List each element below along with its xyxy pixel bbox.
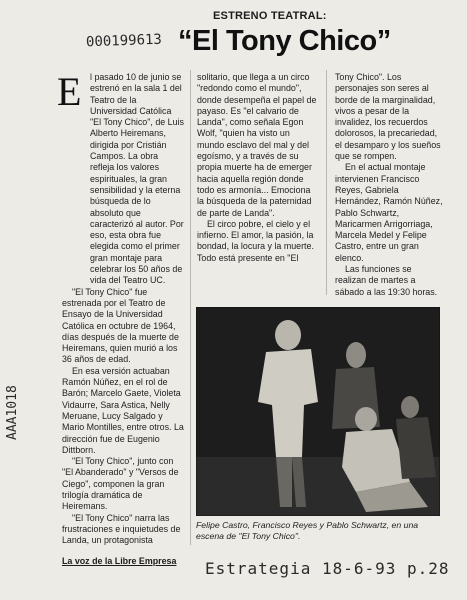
column-divider — [326, 70, 327, 295]
col3-paragraph: Las funciones se realizan de martes a sábado a las 19:30 horas. — [335, 264, 438, 297]
col3-paragraph: En el actual montaje intervienen Francisco Reyes, Gabriela Hernández, Ramón Núñez, Pablo Schwartz, Maricarmen Arrigorriaga, Marcela Medel y Felipe Castro, entre un gran elenco. — [335, 162, 443, 263]
scene-photo-image — [196, 307, 440, 516]
scene-photo — [196, 307, 440, 516]
col1-paragraph: En esa versión actuaban Ramón Núñez, en el rol de Barón; Marcelo Gaete, Violeta Vidaurre, Sara Astica, Nelly Meruane, Lucy Salgado y Mario Montilles, entre otros. La dirección fue de Eugenio Dittborn. — [62, 365, 184, 455]
handwritten-archive-code: 000199613 — [85, 31, 163, 51]
newspaper-byline: La voz de la Libre Empresa — [62, 556, 177, 566]
col1-paragraph: "El Tony Chico", junto con "El Abanderado" y "Versos de Ciego", componen la gran trilogía dramática de Heiremans. — [62, 456, 179, 512]
handwritten-source-note: Estrategia 18-6-93 p.28 — [205, 559, 450, 578]
drop-cap: E — [57, 69, 82, 114]
col1-paragraph: l pasado 10 de junio se estrenó en la sala 1 del Teatro de la Universidad Católica "El Tony Chico", de Luis Alberto Heiremans, dirigida por Cristián Campos. La obra refleja los valores espirituales, la gran sensibilidad y la eterna búsqueda de lo absoluto que caracterizó al autor. Por eso, esta obra fue elegida como el primer gran montaje para celebrar los 50 años de vida del Teatro UC. — [90, 72, 184, 286]
col3-paragraph: Tony Chico". Los personajes son seres al borde de la marginalidad, vivos a pesar de la invalidez, los recuerdos dolorosos, la precariedad, el desamparo y los sueños que se rompen. — [335, 72, 441, 162]
column-divider — [190, 70, 191, 545]
col2-paragraph: solitario, que llega a un circo "redondo como el mundo", donde desempeña el papel de payaso. Es "el calvario de Landa", como señala Egon Wolf, "quien ha visto un mundo esclavo del mal y del egoísmo, y a través de su propia muerte ha de emerger hacia aquella región donde todo es armonía... Emociona la búsqueda de la paternidad de parte de Landa". — [197, 72, 317, 218]
article-title: “El Tony Chico” — [178, 25, 391, 57]
article-column-2 — [197, 72, 319, 264]
photo-caption: Felipe Castro, Francisco Reyes y Pablo Schwartz, en una escena de "El Tony Chico". — [196, 520, 419, 541]
handwritten-side-code: AAA1018 — [5, 385, 20, 440]
article-kicker: ESTRENO TEATRAL: — [213, 10, 327, 22]
article-column-3 — [335, 72, 443, 298]
col1-paragraph: "El Tony Chico" narra las frustraciones e inquietudes de Landa, un protagonista — [62, 512, 181, 546]
col2-paragraph: El circo pobre, el cielo y el infierno. El amor, la pasión, la bondad, la locura y la muerte. Todo está presente en "El — [197, 218, 314, 263]
article-column-1 — [62, 72, 184, 546]
col1-paragraph: "El Tony Chico" fue estrenada por el Teatro de Ensayo de la Universidad Católica en octubre de 1964, días después de la muerte de Heiremans, quien murió a los 36 años de edad. — [62, 286, 179, 365]
